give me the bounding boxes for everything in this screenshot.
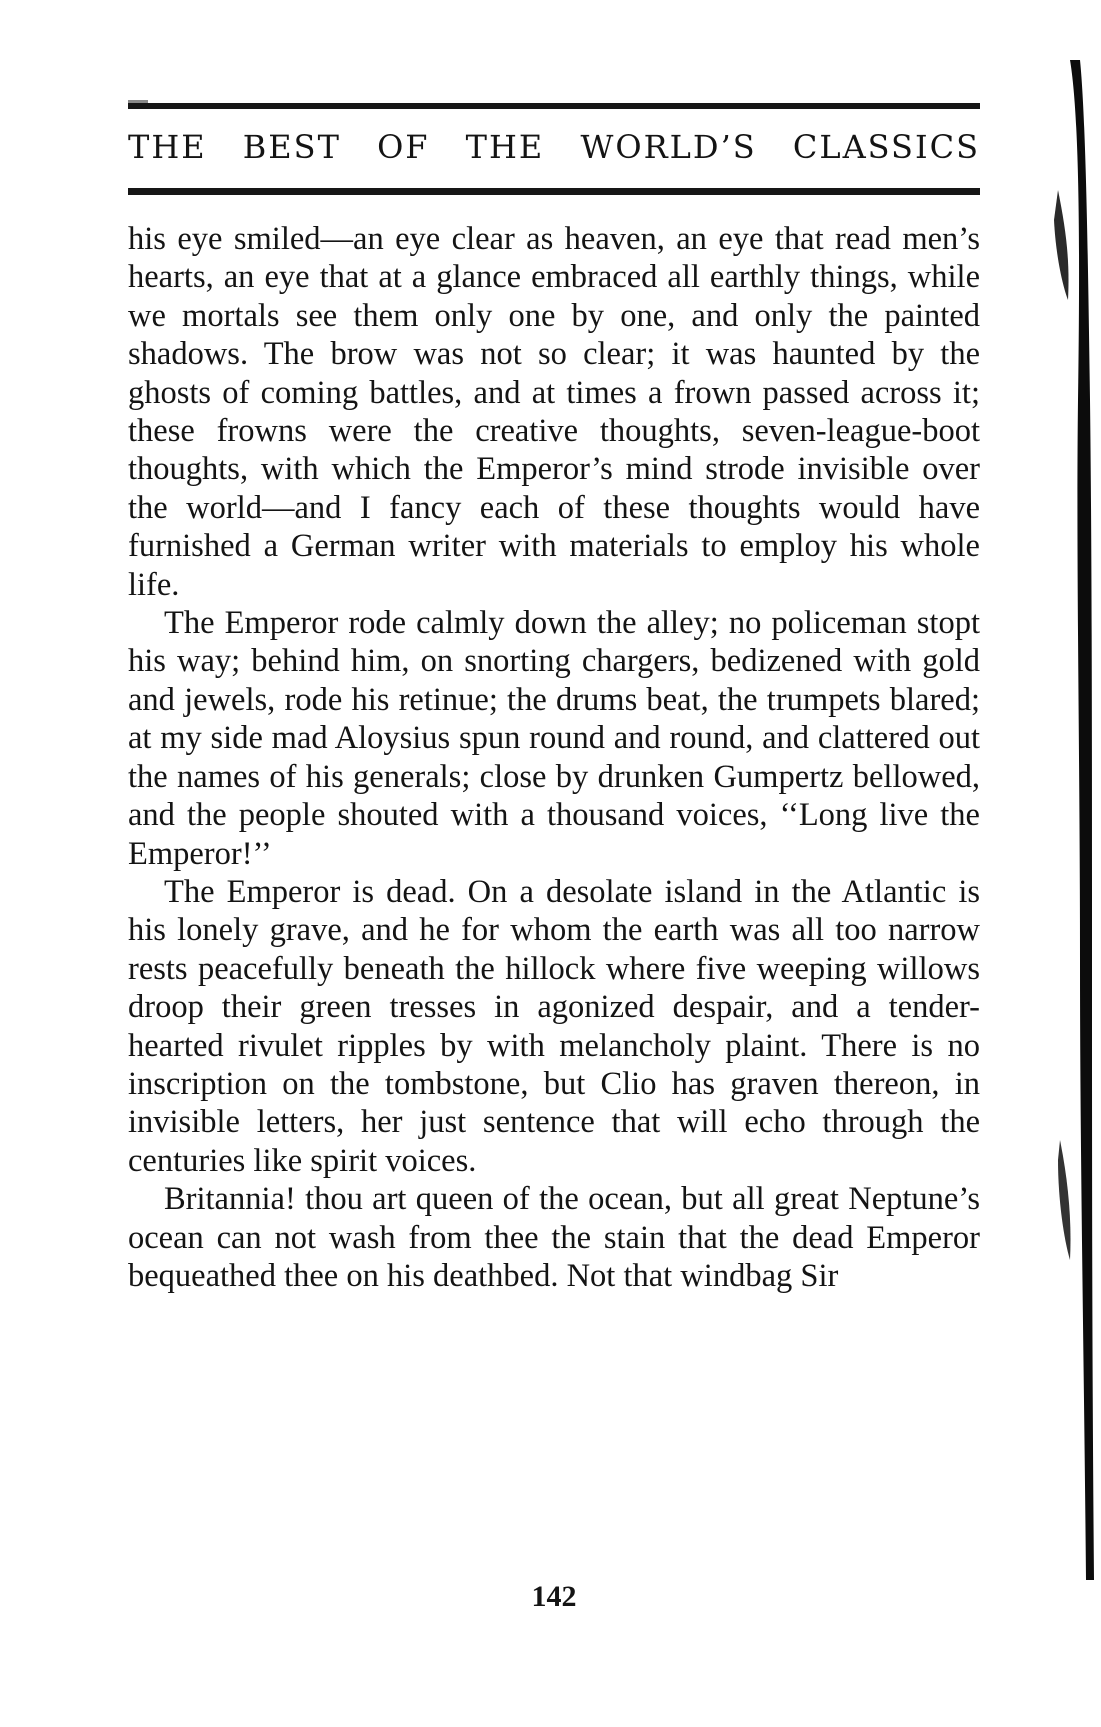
paragraph: The Emperor rode calmly down the alley; no policeman stopt his way; behind him, on snorting chargers, bedizened with gold and jewels, rode his retinue; the drums beat, the trumpets blared; at my side mad Aloysius spun round and round, and clattered out the names of his generals; close by drunken Gumpertz bellowed, and the people shouted with a thousand voices, ‘‘Long live the Emperor!’’ — [128, 605, 980, 872]
paragraph: The Emperor is dead. On a desolate island in the Atlantic is his lonely grave, and he for whom the earth was all too narrow rests peacefully beneath the hillock where five weeping willows droop their green tresses in agonized despair, and a tender-hearted rivulet ripples by with melancholy plaint. There is no inscription on the tombstone, but Clio has graven thereon, in invisible letters, her just sentence that will echo through the centuries like spirit voices. — [128, 873, 980, 1179]
page-number: 142 — [531, 1580, 577, 1613]
paragraph-continued: his eye smiled—an eye clear as heaven, an eye that read men’s hearts, an eye that at a glance embraced all earthly things, while we mortals see them only one by one, and only the painted shadows. The brow was not so clear; it was haunted by the ghosts of coming battles, and at times a frown passed across it; these frowns were the creative thoughts, seven-league-boot thoughts, with which the Emperor’s mind strode invisible over the world—and I fancy each of these thoughts would have furnished a German writer with materials to employ his whole life. — [128, 221, 980, 603]
header-top-rule — [128, 103, 980, 109]
header-bottom-rule — [128, 188, 980, 195]
running-header: THE BEST OF THE WORLD’S CLASSICS — [128, 128, 980, 166]
page-body — [128, 220, 980, 1295]
book-binding-shadow — [1040, 60, 1101, 1580]
paragraph: Britannia! thou art queen of the ocean, but all great Neptune’s ocean can not wash from thee the stain that the dead Emperor bequeathed thee on his deathbed. Not that windbag Sir — [128, 1181, 980, 1294]
